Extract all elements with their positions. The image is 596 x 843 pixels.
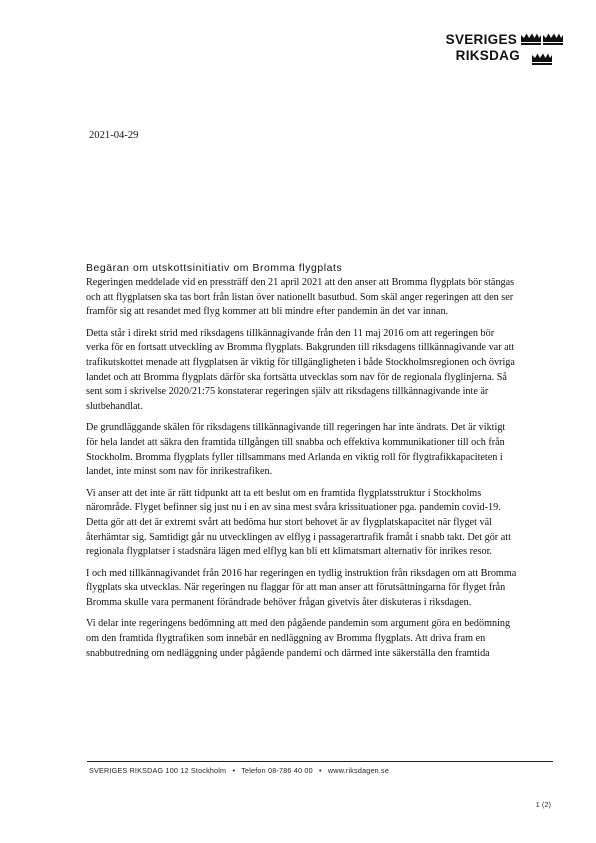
paragraph: Regeringen meddelade vid en pressträff den 21 april 2021 att den anser att Bromma flygplats bör stängas och att flygplatsen ska tas bort från listan över nationellt basutbud. Som skäl anger regeringen att den ser framför sig att resandet med flyg kommer att bli mindre efter pandemin än det var innan. [86, 277, 515, 318]
footer-divider [87, 761, 553, 762]
logo-wordmark [446, 32, 520, 64]
logo-line-2: RIKSDAG [455, 48, 520, 63]
riksdag-logo [439, 32, 564, 66]
page-number: 1 (2) [535, 800, 551, 809]
paragraph: Vi anser att det inte är rätt tidpunkt att ta ett beslut om en framtida flygplatsstruktur i Stockholms närområde. Flyget befinner sig just nu i en av sina mest svåra krissituationer pga. pandemin covid-19. Detta gör att det är extremt svårt att bedöma hur stort behovet är av flygplatskapacitet när flyget väl återhämtar sig. Samtidigt går nu utvecklingen av elflyg i passagerartrafik framåt i snabb takt. Det gör att regionala flygplatser i stadsnära lägen med elflyg kan bli ett klimatsmart alternativ för inrikes resor. [86, 487, 511, 558]
document-date: 2021-04-29 [89, 130, 139, 141]
footer [89, 766, 389, 775]
logo-line-1: SVERIGES [445, 32, 518, 47]
three-crowns-icon [520, 32, 564, 66]
paragraph: Vi delar inte regeringens bedömning att med den pågående pandemin som argument göra en bedömning om den framtida flygtrafiken som innebär en nedläggning av Bromma flygplats. Att driva fram en snabbutredning om nedläggning under pågående pandemi och därmed inte säkerställa den framtida [86, 618, 511, 659]
footer-website-link[interactable]: www.riksdagen.se [327, 766, 390, 775]
paragraph: De grundläggande skälen för riksdagens tillkännagivande till regeringen har inte ändrats. Det är viktigt för hela landet att säkra den framtida tillgången till snabba och effektiva kommunikationer till och från Stockholm. Bromma flygplats fyller tillsammans med Arlanda en viktig roll för flygtrafikkapaciteten i landet, inte minst som nav för inrikestrafiken. [86, 422, 506, 478]
document-title: Begäran om utskottsinitiativ om Bromma flygplats [86, 263, 343, 274]
paragraph: Detta står i direkt strid med riksdagens tillkännagivande från den 11 maj 2016 om att regeringen bör verka för en fortsatt utveckling av Bromma flygplats. Bakgrunden till riksdagens tillkännagivande var att trafikutskottet menade att flygplatsen är viktig för tillgängligheten i både Stockholmsregionen och övriga landet och att Bromma flygplats därför ska fortsätta utvecklas som nav för de regionala flyglinjerna. Så sent som i skrivelse 2020/21:75 konstaterar regeringen själv att riksdagens tillkännagivande inte är slutbehandlat. [86, 327, 515, 412]
footer-bullet: • [319, 766, 322, 775]
footer-bullet: • [232, 766, 236, 775]
paragraph: I och med tillkännagivandet från 2016 har regeringen en tydlig instruktion från riksdagen om att Bromma flygplats ska utvecklas. När regeringen nu flaggar för att man anser att förutsättningarna för flyget från Bromma skulle vara permanent förändrade behöver frågan givetvis åter diskuteras i riksdagen. [86, 567, 517, 608]
footer-org: SVERIGES RIKSDAG [89, 766, 164, 775]
footer-address: 100 12 Stockholm [165, 766, 227, 775]
letter-body [86, 263, 518, 668]
footer-phone: Telefon 08-786 40 00 [241, 766, 313, 775]
